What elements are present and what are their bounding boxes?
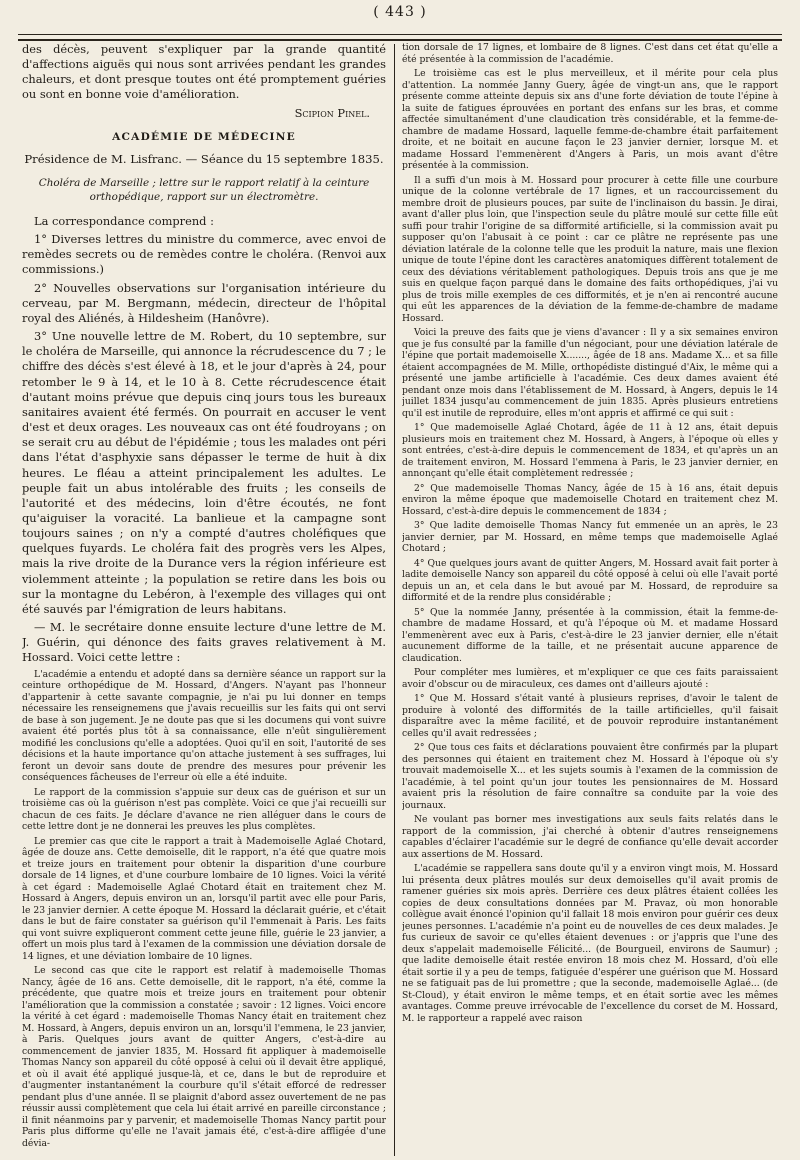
- left-column: [22, 42, 386, 1158]
- letter-paragraph: 1° Que mademoiselle Aglaé Chotard, âgée de 11 à 12 ans, était depuis plusieurs mois en traitement chez M. Hossard, à Angers, à l'époque où elles y sont entrées, c'est-à-dire depuis le commencement de 1834, et qu'après un an de traitement environ, M. Hossard l'emmena à Paris, le 23 janvier dernier, en annonçant qu'elle était complètement redressée ;: [402, 422, 778, 479]
- section-title: ACADÉMIE DE MÉDECINE: [112, 130, 296, 143]
- letter-paragraph: 4° Que quelques jours avant de quitter Angers, M. Hossard avait fait porter à ladite demoiselle Nancy son appareil du côté opposé à celui où elle l'avait porté depuis un an, et cela dans le but avoué par M. Hossard, de reproduire sa difformité et de la rendre plus considérable ;: [402, 557, 778, 603]
- letter-paragraph: 3° Que ladite demoiselle Thomas Nancy fut emmenée un an après, le 23 janvier dernier, par M. Hossard, en même temps que mademoiselle Aglaé Chotard ;: [402, 520, 778, 554]
- session-subtitle: Choléra de Marseille ; lettre sur le rapport relatif à la ceinture orthopédique, rapport sur un électromètre.: [38, 177, 370, 203]
- letter-paragraph: Le premier cas que cite le rapport a trait à Mademoiselle Aglaé Chotard, âgée de douze ans. Cette demoiselle, dit le rapport, n'a été que quatre mois et treize jours en traitement pour obtenir la disparition d'une courbure dorsale de 14 lignes, et d'une courbure lombaire de 10 lignes. Voici la vérité à cet égard : Mademoiselle Aglaé Chotard était en traitement chez M. Hossard à Angers, depuis environ un an, lorsqu'il partit avec elle pour Paris, le 23 janvier dernier. A cette époque M. Hossard la déclarait guérie, et c'était dans le but de faire constater sa guérison qu'il l'emmenait à Paris. Les faits qui vont suivre expliqueront comment cette jeune fille, guérie le 23 janvier, a offert un mois plus tard à l'examen de la commission une déviation dorsale de 14 lignes, et une déviation lombaire de 10 lignes.: [22, 835, 386, 962]
- letter-paragraph: Le second cas que cite le rapport est relatif à mademoiselle Thomas Nancy, âgée de 16 ans. Cette demoiselle, dit le rapport, n'a été, comme la précédente, que quatre mois et treize jours en traitement pour obtenir l'amélioration que la commission a constatée ; savoir : 12 lignes. Voici encore la vérité à cet égard : mademoiselle Thomas Nancy était en traitement chez M. Hossard, à Angers, depuis environ un an, lorsqu'il l'emmena, le 23 janvier, à Paris. Quelques jours avant de quitter Angers, c'est-à-dire au commencement de janvier 1835, M. Hossard fit appliquer à mademoiselle Thomas Nancy son appareil du côté opposé à celui où il devait être appliqué, et où il avait été appliqué jusque-là, et ce, dans le but de reproduire et d'augmenter instantanément la courbure qu'il s'était efforcé de redresser pendant plus d'une année. Il se plaignit d'abord assez ouvertement de ne pas réussir aussi complètement que cela lui était arrivé en pareille circonstance ; il finit néanmoins par y parvenir, et mademoiselle Thomas Nancy partit pour Paris plus difforme qu'elle ne l'avait jamais été, c'est-à-dire affligée d'une dévia-: [22, 965, 386, 1149]
- paragraph: 1° Diverses lettres du ministre du commerce, avec envoi de remèdes secrets ou de remèdes contre le choléra. (Renvoi aux commissions.): [22, 232, 386, 277]
- letter-paragraph: L'académie se rappellera sans doute qu'il y a environ vingt mois, M. Hossard lui présenta deux plâtres moulés sur deux demoiselles qu'il avait promis de ramener guéries six mois après. Derrière ces deux plâtres étaient collées les copies de deux consultations données par M. Pravaz, où mon honorable collègue avait énoncé l'opinion qu'il fallait 18 mois environ pour guérir ces deux jeunes personnes. L'académie n'a point eu de nouvelles de ces deux malades. Je fus curieux de savoir ce qu'elles étaient devenues : or j'appris que l'une des deux s'appelait mademoiselle Félicité... (de Bourgueil, environs de Saumur) ; que ladite demoiselle était restée environ 18 mois chez M. Hossard, d'où elle était sortie il y a peu de temps, fatiguée d'espérer une guérison que M. Hossard ne se fatiguait pas de lui promettre ; que la seconde, mademoiselle Aglaé... (de St-Cloud), y était environ le même temps, et en était sortie avec les mêmes avantages. Comme preuve irrévocable de l'excellence du corset de M. Hossard, M. le rapporteur a rappelé avec raison: [402, 863, 778, 1024]
- paragraph: La correspondance comprend :: [34, 214, 214, 228]
- letter-paragraph: 2° Que tous ces faits et déclarations pouvaient être confirmés par la plupart des personnes qui étaient en traitement chez M. Hossard à l'époque où s'y trouvait mademoiselle X... et les sujets soumis à l'examen de la commission de l'académie, à tel point qu'un jour toutes les pensionnaires de M. Hossard avaient pris la résolution de faire connaître sa conduite par la voie des journaux.: [402, 742, 778, 811]
- letter-paragraph: Voici la preuve des faits que je viens d'avancer : Il y a six semaines environ que je fus consulté par la famille d'un négociant, pour une déviation latérale de l'épine que portait mademoiselle X......., âgée de 18 ans. Madame X... et sa fille étaient accompagnées de M. Mille, orthopédiste distingué d'Aix, le même qui a présenté une jambe artificielle à l'académie. Ces deux dames avaient été pendant onze mois dans l'établissement de M. Hossard, à Angers, depuis le 14 juillet 1834 jusqu'au commencement de juin 1835. Après plusieurs entretiens qu'il est inutile de reproduire, elles m'ont appris et affirmé ce qui suit :: [402, 327, 778, 419]
- letter-paragraph: Le troisième cas est le plus merveilleux, et il mérite pour cela plus d'attention. La nommée Janny Guery, âgée de vingt-un ans, que le rapport présente comme atteinte depuis six ans d'une forte déviation de toute l'épine à la suite de fatigues éprouvées en portant des enfans sur les bras, et comme affectée simultanément d'une claudication très considérable, et la femme-de-chambre de madame Hossard, laquelle femme-de-chambre était parfaitement droite, et ne boitait en aucune façon le 23 janvier dernier, lorsque M. et madame Hossard l'emmenèrent d'Angers à Paris, un mois avant d'être présentée à la commission.: [402, 68, 778, 171]
- letter-paragraph: 1° Que M. Hossard s'était vanté à plusieurs reprises, d'avoir le talent de produire à volonté des difformités de la taille artificielles, qu'il faisait disparaître avec la même facilité, et de pouvoir reproduire instantanément celles qu'il avait redressées ;: [402, 693, 778, 739]
- paragraph: 3° Une nouvelle lettre de M. Robert, du 10 septembre, sur le choléra de Marseille, qui annonce la récrudescence du 7 ; le chiffre des décès s'est élevé à 18, et le jour d'après à 24, pour retomber le 9 à 14, et le 10 à 8. Cette récrudescence était d'autant moins prévue que depuis cinq jours tous les bureaux sanitaires avaient été fermés. On pourrait en accuser le vent d'est et deux orages. Les nouveaux cas ont été foudroyans ; on se serait cru au début de l'épidémie ; tous les malades ont péri dans l'état d'asphyxie sans dépasser le terme de huit à dix heures. Le fléau a atteint principalement les adultes. Le peuple fait un abus intolérable des fruits ; les conseils de l'autorité et des médecins, loin d'être écoutés, ne font qu'aiguiser la voracité. La banlieue et la campagne sont toujours saines ; on n'y a compté d'autres choléfiques que quelques fuyards. Le choléra fait des progrès vers les Alpes, mais la rive droite de la Durance vers la région inférieure est violemment atteinte ; la population se retire dans les bois ou sur la montagne du Lebéron, à l'exemple des villages qui ont été sauvés par l'émigration de leurs habitans.: [22, 329, 386, 616]
- letter-paragraph: 2° Que mademoiselle Thomas Nancy, âgée de 15 à 16 ans, était depuis environ la même époque que mademoiselle Chotard en traitement chez M. Hossard, c'est-à-dire depuis le commencement de 1834 ;: [402, 482, 778, 517]
- letter-paragraph: Il a suffi d'un mois à M. Hossard pour procurer à cette fille une courbure unique de la colonne vertébrale de 17 lignes, et un raccourcissement du membre droit de plusieurs pouces, par suite de l'inclinaison du bassin. Je dirai, avant d'aller plus loin, que l'inspection seule du plâtre moulé sur cette fille eût suffi pour trahir l'origine de sa difformité artificielle, si la commission avait pu supposer qu'on l'abusait à ce point : car ce plâtre ne représente pas une déviation latérale de la colonne telle que les produit la nature, mais une flexion unique de toute l'épine dont les caractères anatomiques diffèrent totalement de ceux des déviations véritablement pathologiques. Depuis trois ans que je me suis en quelque façon parqué dans le domaine des faits orthopédiques, j'ai vu plus de trois mille exemples de ces difformités, et je n'en ai rencontré aucune qui eût les apparences de la déviation de la femme-de-chambre de madame Hossard.: [402, 174, 778, 324]
- letter-paragraph: L'académie a entendu et adopté dans sa dernière séance un rapport sur la ceinture orthopédique de M. Hossard, d'Angers. N'ayant pas l'honneur d'appartenir à cette savante compagnie, je n'ai pu lui donner en temps nécessaire les renseignemens que j'avais recueillis sur les faits qui ont servi de base à son jugement. Je ne doute pas que si les documens qui vont suivre avaient été portés plus tôt à sa connaissance, elle n'eût singulièrement modifié les conclusions qu'elle a adoptées. Quoi qu'il en soit, l'autorité de ses décisions et la haute importance qu'on attache justement à ses suffrages, lui feront un devoir sans doute de prendre des mesures pour prévenir les conséquences fâcheuses de l'erreur où elle a été induite.: [22, 668, 386, 784]
- paragraph: 2° Nouvelles observations sur l'organisation intérieure du cerveau, par M. Bergmann, médecin, directeur de l'hôpital royal des Aliénés, à Hildesheim (Hanôvre).: [22, 280, 386, 325]
- letter-paragraph: tion dorsale de 17 lignes, et lombaire de 8 lignes. C'est dans cet état qu'elle a été présentée à la commission de l'académie.: [402, 42, 778, 65]
- session-heading: Présidence de M. Lisfranc. — Séance du 15 septembre 1835.: [24, 152, 384, 167]
- header-rule: [18, 34, 782, 41]
- letter-paragraph: Pour compléter mes lumières, et m'expliquer ce que ces faits paraissaient avoir d'obscur ou de miraculeux, ces dames ont d'ailleurs ajouté :: [402, 667, 778, 690]
- letter-paragraph: Le rapport de la commission s'appuie sur deux cas de guérison et sur un troisième cas où la guérison n'est pas complète. Voici ce que j'ai recueilli sur chacun de ces faits. Je déclare d'avance ne rien alléguer dans le cours de cette lettre dont je ne donnerai les preuves les plus complètes.: [22, 786, 386, 833]
- page-number: ( 443 ): [373, 4, 427, 20]
- right-column: [402, 42, 778, 1158]
- paragraph: — M. le secrétaire donne ensuite lecture d'une lettre de M. J. Guérin, qui dénonce des faits graves relativement à M. Hossard. Voici cette lettre :: [22, 620, 386, 665]
- paragraph: des décès, peuvent s'expliquer par la grande quantité d'affections aiguës qui nous sont arrivées pendant les grandes chaleurs, et dont presque toutes ont été promptement guéries ou sont en bonne voie d'amélioration.: [22, 42, 386, 102]
- column-divider: [394, 44, 395, 1156]
- letter-paragraph: Ne voulant pas borner mes investigations aux seuls faits relatés dans le rapport de la commission, j'ai cherché à obtenir d'autres renseignemens capables d'éclairer l'académie sur le degré de confiance qu'elle devait accorder aux assertions de M. Hossard.: [402, 814, 778, 860]
- letter-paragraph: 5° Que la nommée Janny, présentée à la commission, était la femme-de-chambre de madame Hossard, et qu'à l'époque où M. et madame Hossard l'emmenèrent avec eux à Paris, c'est-à-dire le 23 janvier dernier, elle n'était aucunement difforme de la taille, et ne présentait aucune apparence de claudication.: [402, 606, 778, 664]
- signature: Scipion Pinel.: [294, 105, 370, 120]
